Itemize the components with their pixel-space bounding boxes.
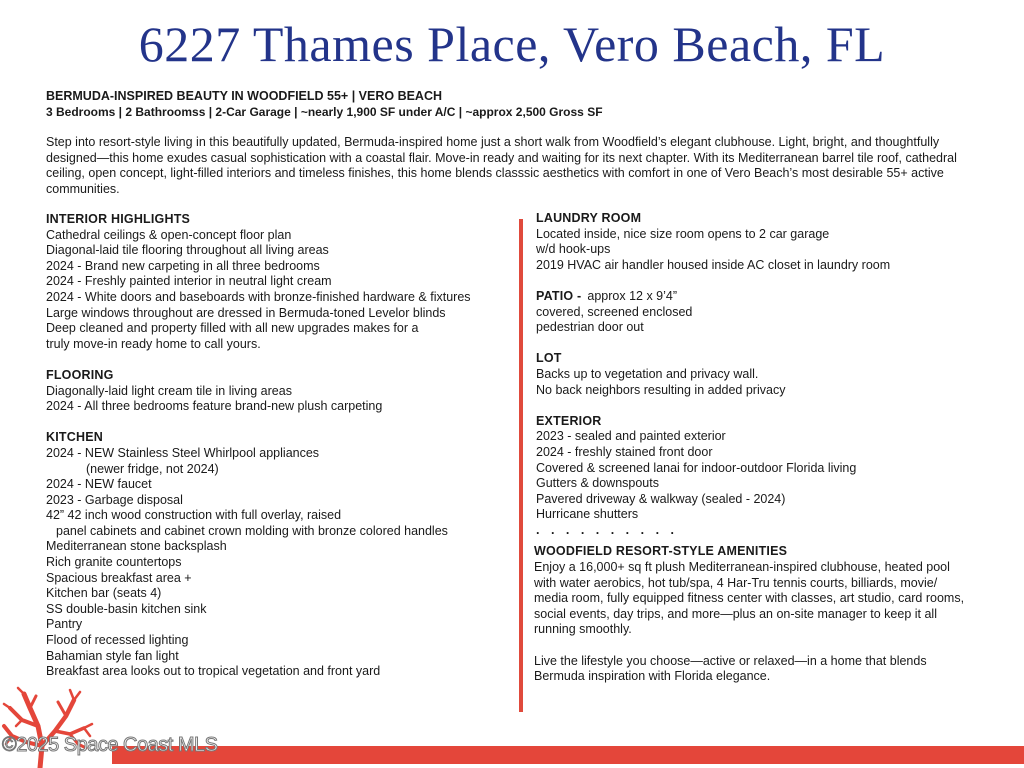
list-item: Enjoy a 16,000+ sq ft plush Mediterranean-inspired clubhouse, heated pool [534, 560, 950, 575]
lot-title: LOT [536, 351, 562, 366]
dotted-separator: . . . . . . . . . . [536, 522, 678, 537]
list-item: 2024 - Brand new carpeting in all three bedrooms [46, 258, 320, 273]
list-item: 2024 - freshly stained front door [536, 444, 713, 459]
interior-section [46, 212, 506, 352]
list-item: SS double-basin kitchen sink [46, 601, 207, 616]
patio-section [536, 289, 981, 336]
list-item: with water aerobics, hot tub/spa, 4 Har-Tru tennis courts, billiards, movie/ [534, 575, 938, 590]
amenities-section [534, 544, 981, 684]
right-column [536, 211, 981, 700]
list-item: pedestrian door out [536, 320, 644, 335]
list-item: Kitchen bar (seats 4) [46, 586, 162, 601]
kitchen-section [46, 430, 506, 680]
column-divider [519, 219, 523, 712]
list-item: 2023 - Garbage disposal [46, 492, 183, 507]
exterior-title: EXTERIOR [536, 413, 602, 428]
headline: BERMUDA-INSPIRED BEAUTY IN WOODFIELD 55+ | VERO BEACH [46, 89, 443, 103]
left-column [46, 212, 506, 695]
patio-size: approx 12 x 9’4” [587, 288, 678, 303]
list-item: Rich granite countertops [46, 555, 182, 570]
list-item: 2024 - All three bedrooms feature brand-new plush carpeting [46, 399, 383, 414]
list-item: Backs up to vegetation and privacy wall. [536, 366, 759, 381]
laundry-section [536, 211, 981, 273]
list-item: media room, fully equipped fitness center with classes, art studio, card rooms, [534, 591, 965, 606]
intro-block [46, 88, 986, 197]
list-item: (newer fridge, not 2024) [86, 461, 219, 476]
list-item: Hurricane shutters [536, 507, 639, 522]
list-item: Flood of recessed lighting [46, 633, 189, 648]
list-item: Covered & screened lanai for indoor-outdoor Florida living [536, 460, 857, 475]
exterior-section [536, 414, 981, 539]
list-item: Large windows throughout are dressed in Bermuda-toned Levelor blinds [46, 305, 446, 320]
closing-line: Bermuda inspiration with Florida elegance. [534, 669, 771, 684]
list-item: Spacious breakfast area + [46, 570, 192, 585]
mls-watermark: ©2025 Space Coast MLS [2, 734, 218, 756]
list-item: social events, day trips, and more—plus an on-site manager to keep it all [534, 606, 937, 621]
list-item: Bahamian style fan light [46, 648, 179, 663]
list-item: No back neighbors resulting in added privacy [536, 382, 786, 397]
page-title: 6227 Thames Place, Vero Beach, FL [138, 16, 886, 72]
list-item: 2024 - Freshly painted interior in neutral light cream [46, 274, 332, 289]
list-item: Diagonally-laid light cream tile in living areas [46, 383, 292, 398]
flooring-title: FLOORING [46, 367, 114, 382]
list-item: 2024 - White doors and baseboards with bronze-finished hardware & fixtures [46, 289, 471, 304]
kitchen-title: KITCHEN [46, 430, 103, 445]
laundry-title: LAUNDRY ROOM [536, 211, 642, 225]
footer-bar [112, 746, 1024, 764]
property-summary: 3 Bedrooms | 2 Bathroomss | 2-Car Garage | ~nearly 1,900 SF under A/C | ~approx 2,500 Gross SF [46, 105, 603, 119]
list-item: Mediterranean stone backsplash [46, 539, 227, 554]
list-item: Deep cleaned and property filled with all new upgrades makes for a [46, 321, 419, 336]
amenities-title: WOODFIELD RESORT-STYLE AMENITIES [534, 544, 788, 559]
list-item: covered, screened enclosed [536, 304, 693, 319]
list-item: Located inside, nice size room opens to 2 car garage [536, 226, 830, 241]
list-item: 2023 - sealed and painted exterior [536, 429, 726, 444]
list-item: panel cabinets and cabinet crown molding with bronze colored handles [56, 523, 448, 538]
lot-section [536, 351, 981, 398]
list-item: running smoothly. [534, 622, 632, 637]
list-item: truly move-in ready home to call yours. [46, 336, 261, 351]
patio-heading [536, 289, 981, 305]
list-item: 2019 HVAC air handler housed inside AC closet in laundry room [536, 257, 891, 272]
list-item: Breakfast area looks out to tropical vegetation and front yard [46, 664, 381, 679]
list-item: 42” 42 inch wood construction with full overlay, raised [46, 508, 342, 523]
patio-title: PATIO - [536, 288, 582, 303]
description: Step into resort-style living in this beautifully updated, Bermuda-inspired home just a short walk from Woodfield’s elegant clubhouse. Light, bright, and thoughtfully designed—this home exudes casual sophistication with a coastal flair. Move-in ready and waiting for its next chapter. With its Mediterranean barrel tile roof, cathedral ceiling, open concept, light-filled interiors and timeless finishes, this home blends classsic aesthetics with comfort in one of Vero Beach’s most desirable 55+ active communities. [46, 135, 957, 196]
list-item: Pavered driveway & walkway (sealed - 2024) [536, 491, 786, 506]
list-item: 2024 - NEW faucet [46, 477, 152, 492]
list-item: Gutters & downspouts [536, 476, 659, 491]
list-item: Cathedral ceilings & open-concept floor plan [46, 227, 292, 242]
closing-line: Live the lifestyle you choose—active or relaxed—in a home that blends [534, 653, 927, 668]
list-item: w/d hook-ups [536, 242, 611, 257]
flooring-section [46, 368, 506, 415]
interior-title: INTERIOR HIGHLIGHTS [46, 212, 191, 226]
list-item: 2024 - NEW Stainless Steel Whirlpool appliances [46, 445, 320, 460]
list-item: Pantry [46, 617, 83, 632]
list-item: Diagonal-laid tile flooring throughout all living areas [46, 243, 329, 258]
